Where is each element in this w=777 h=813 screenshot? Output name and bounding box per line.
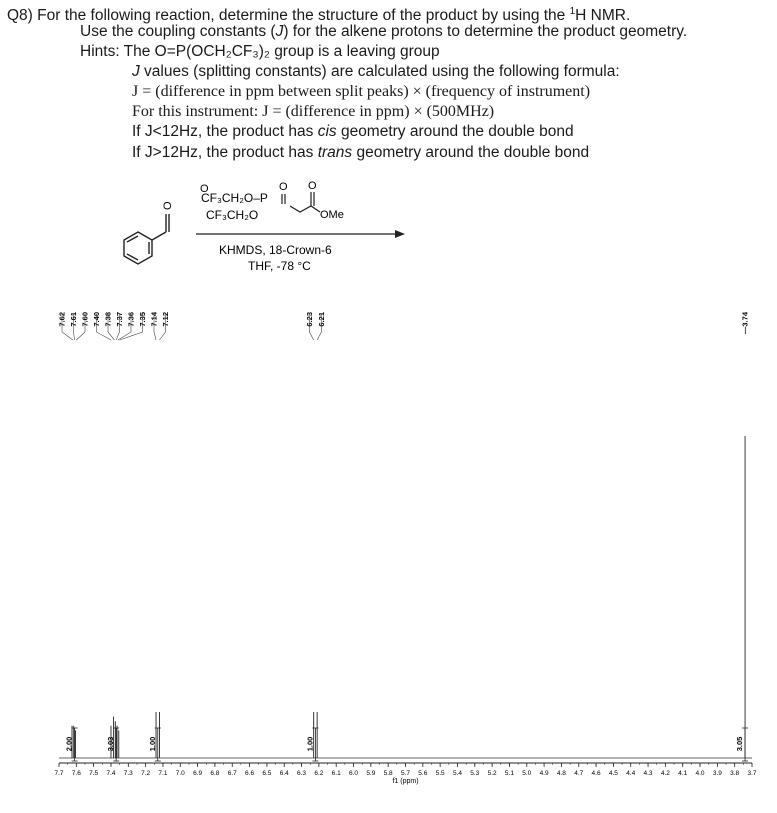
- phosphonate-structure: [200, 180, 344, 222]
- formula-general: J = (difference in ppm between split peaks) × (frequency of instrument): [132, 83, 591, 100]
- hint-j-values: [132, 62, 620, 82]
- tick-label: 6.4: [279, 770, 289, 777]
- tick-label: 6.5: [262, 770, 272, 777]
- tick-label: 7.4: [106, 770, 116, 777]
- hint-trans-text-end: geometry around the double bond: [352, 144, 590, 161]
- tick-label: 5.2: [487, 770, 497, 777]
- peak-label: —3.74: [740, 312, 750, 335]
- peak-label: 7.12: [161, 312, 170, 327]
- instruction-j: J: [275, 23, 284, 40]
- tick-label: 4.4: [626, 770, 636, 777]
- tick-label: 3.7: [747, 770, 757, 777]
- peak-label-layer: [58, 311, 750, 340]
- title-superscript: 1: [569, 6, 576, 17]
- x-axis-ticks: [54, 763, 756, 777]
- tick-label: 5.0: [522, 770, 532, 777]
- tick-label: 5.3: [470, 770, 480, 777]
- chain-bonds: [290, 206, 320, 212]
- conditions-solvent: THF, -78 °C: [248, 259, 311, 273]
- hint-cis: [132, 122, 574, 142]
- integration-value: 1.00: [305, 736, 315, 752]
- instruction-text-end: ) for the alkene protons to determine the product geometry.: [283, 23, 688, 40]
- tick-label: 4.1: [678, 770, 688, 777]
- peak-label: 6.23: [304, 312, 314, 327]
- tick-label: 4.0: [695, 770, 705, 777]
- tick-label: 3.9: [712, 770, 722, 777]
- title-text-end: H NMR.: [575, 7, 631, 25]
- tick-label: 5.8: [383, 770, 393, 777]
- tick-label: 7.7: [54, 770, 64, 777]
- peak-label: 7.14: [149, 312, 159, 327]
- peak-label: 7.38: [103, 312, 113, 327]
- tick-label: 7.6: [71, 770, 81, 777]
- tick-label: 7.0: [175, 770, 185, 777]
- conditions-base: KHMDS, 18-Crown-6: [219, 243, 332, 257]
- tick-label: 4.8: [556, 770, 566, 777]
- tick-label: 4.6: [591, 770, 601, 777]
- integration-value: 1.00: [147, 736, 157, 752]
- tick-label: 4.7: [574, 770, 584, 777]
- aldehyde-oxygen: O: [162, 201, 174, 210]
- hint-trans-text: If J>12Hz, the product has: [132, 144, 318, 161]
- tick-label: 7.2: [141, 770, 151, 777]
- title-text: Q8) For the following reaction, determine the structure of the product by using the: [7, 7, 570, 25]
- nmr-spectrum: [0, 300, 777, 813]
- tick-label: 5.9: [366, 770, 376, 777]
- reaction-scheme: [0, 170, 777, 300]
- peak-label: 7.62: [57, 312, 67, 327]
- peak-label: 7.40: [92, 312, 101, 327]
- peak-label: 7.36: [126, 312, 136, 327]
- benzene-ring: [124, 232, 152, 264]
- peak-label: 7.35: [138, 312, 147, 327]
- instruction-text: Use the coupling constants (: [80, 23, 276, 40]
- tick-label: 6.9: [193, 770, 203, 777]
- tick-label: 6.1: [331, 770, 341, 777]
- tick-label: 3.8: [730, 770, 740, 777]
- integration-value: 3.03: [106, 736, 116, 752]
- hint-cis-text: If J<12Hz, the product has: [132, 123, 318, 140]
- peak-label: 7.61: [69, 312, 78, 327]
- x-axis-label: f1 (ppm): [392, 778, 419, 785]
- tick-label: 4.3: [643, 770, 653, 777]
- integral-layer: [65, 728, 748, 761]
- benzaldehyde-structure: [124, 214, 169, 264]
- tick-label: 4.2: [660, 770, 670, 777]
- formula-instrument: For this instrument: J = (difference in ppm) × (500MHz): [132, 103, 495, 120]
- peak-label: 6.21: [316, 312, 326, 327]
- p-oxygen: O: [279, 181, 288, 193]
- tick-label: 6.3: [297, 770, 307, 777]
- aldehyde-bond: [152, 232, 166, 240]
- hint-trans-word: trans: [317, 144, 353, 161]
- reagent-line2: CF₃CH₂O: [206, 208, 259, 222]
- peak-layer: [72, 436, 745, 758]
- tick-label: 6.8: [210, 770, 220, 777]
- phosphoryl-oxygen: O: [200, 183, 209, 195]
- tick-label: 6.0: [349, 770, 359, 777]
- hint-leaving-group: Hints: The O=P(OCH₂CF₃)₂ group is a leaving group: [80, 43, 440, 60]
- tick-label: 7.5: [89, 770, 99, 777]
- tick-label: 6.6: [245, 770, 255, 777]
- tick-label: 7.1: [158, 770, 168, 777]
- reagent-line1: CF₃CH₂O–P: [201, 191, 268, 205]
- tick-label: 5.7: [400, 770, 411, 777]
- hint-j-text: values (splitting constants) are calculated using the following formula:: [139, 63, 620, 80]
- arrow-head: [395, 230, 405, 238]
- hint-cis-text-end: geometry around the double bond: [336, 123, 574, 140]
- hint-j: J: [132, 63, 140, 80]
- integration-value: 2.00: [64, 736, 74, 752]
- tick-label: 7.3: [123, 770, 133, 777]
- tick-label: 5.6: [418, 770, 428, 777]
- tick-label: 6.7: [227, 770, 237, 777]
- tick-label: 5.4: [452, 770, 462, 777]
- question-instruction: [80, 22, 687, 42]
- peak-label: 7.37: [115, 312, 124, 327]
- integration-value: 3.05: [735, 736, 745, 752]
- tick-label: 5.1: [504, 770, 514, 777]
- tick-label: 4.9: [539, 770, 549, 777]
- tick-label: 5.5: [435, 770, 445, 777]
- methoxy: OMe: [320, 209, 344, 221]
- hint-cis-word: cis: [317, 123, 337, 140]
- peak-label: 7.60: [80, 312, 90, 327]
- ester-oxygen: O: [308, 180, 317, 192]
- hint-trans: [132, 143, 589, 163]
- tick-label: 6.2: [314, 770, 324, 777]
- tick-label: 4.5: [608, 770, 618, 777]
